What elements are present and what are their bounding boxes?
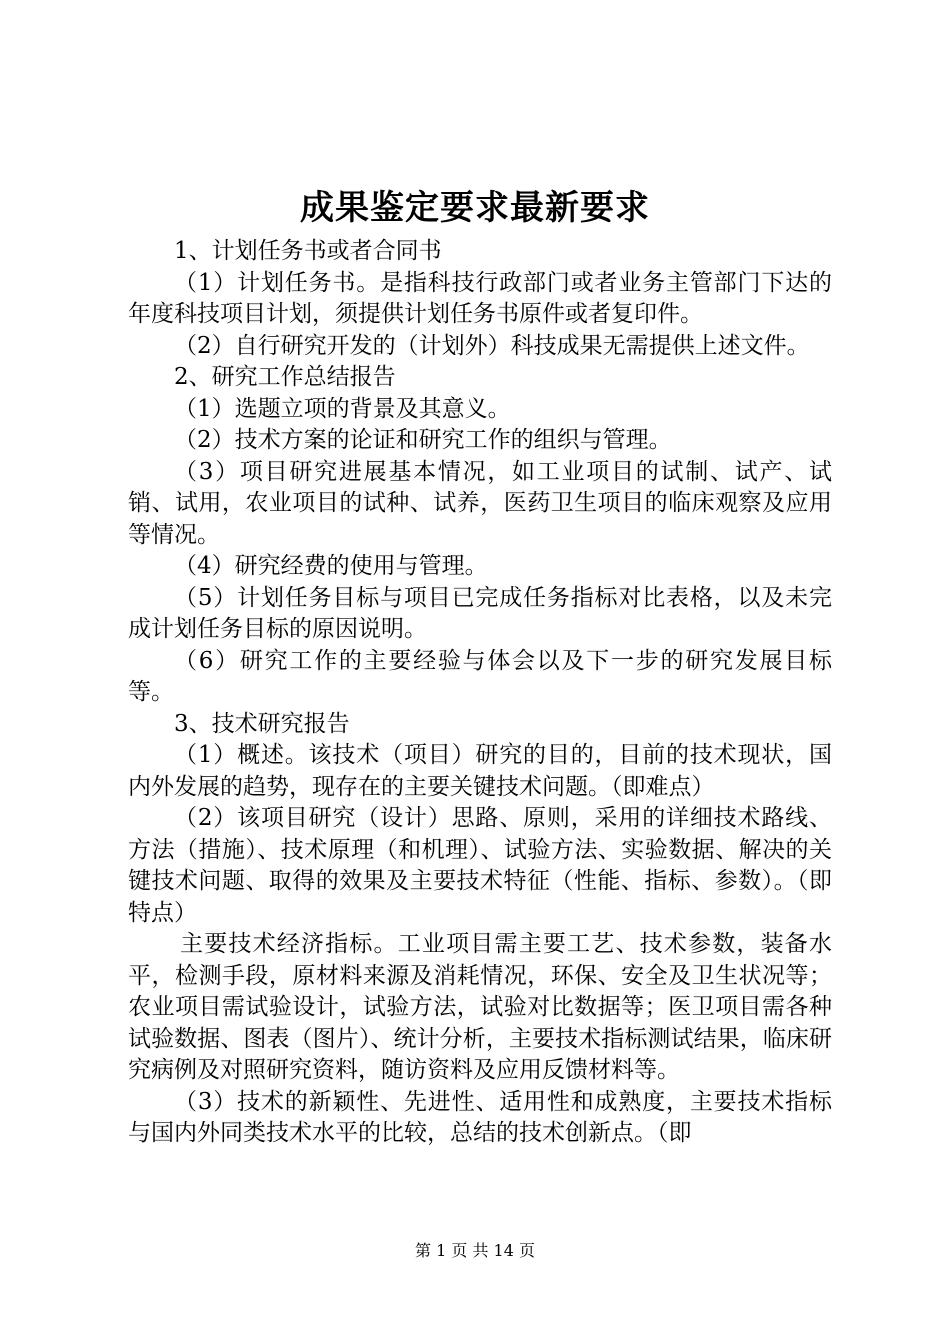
paragraph-2-3: （3）项目研究进展基本情况，如工业项目的试制、试产、试销、试用，农业项目的试种、试养，医药卫生项目的临床观察及应用等情况。 [128,458,832,548]
paragraph-3-indicators: 主要技术经济指标。工业项目需主要工艺、技术参数，装备水平，检测手段，原材料来源及消耗情况，环保、安全及卫生状况等；农业项目需试验设计，试验方法，试验对比数据等；医卫项目需各种试验数据、图表（图片）、统计分析，主要技术指标测试结果，临床研究病例及对照研究资料，随访资料及应用反馈材料等。 [128,931,832,1083]
section-heading-1: 1、计划任务书或者合同书 [174,238,442,264]
paragraph-3-3: （3）技术的新颖性、先进性、适用性和成熟度，主要技术指标与国内外同类技术水平的比较，总结的技术创新点。（即 [128,1088,832,1146]
paragraph-2-4: （4）研究经费的使用与管理。 [174,553,488,579]
page-footer: 第 1 页 共 14 页 [415,1241,535,1260]
paragraph-1-2: （2）自行研究开发的（计划外）科技成果无需提供上述文件。 [174,332,810,359]
document-title: 成果鉴定要求最新要求 [300,188,650,228]
document-body [128,236,832,1150]
paragraph-2-6: （6）研究工作的主要经验与体会以及下一步的研究发展目标等。 [128,647,832,705]
paragraph-2-5: （5）计划任务目标与项目已完成任务指标对比表格，以及未完成计划任务目标的原因说明。 [128,584,832,642]
paragraph-3-2: （2）该项目研究（设计）思路、原则，采用的详细技术路线、方法（措施）、技术原理（和机理）、试验方法、实验数据、解决的关键技术问题、取得的效果及主要技术特征（性能、指标、参数）。（即特点） [128,805,832,926]
paragraph-2-2: （2）技术方案的论证和研究工作的组织与管理。 [174,427,672,453]
paragraph-1-1: （1）计划任务书。是指科技行政部门或者业务主管部门下达的年度科技项目计划，须提供计划任务书原件或者复印件。 [128,269,832,327]
section-heading-2: 2、研究工作总结报告 [174,364,396,390]
paragraph-2-1: （1）选题立项的背景及其意义。 [174,395,511,422]
section-heading-3: 3、技术研究报告 [174,710,350,737]
paragraph-3-1: （1）概述。该技术（项目）研究的目的，目前的技术现状，国内外发展的趋势，现存在的主要关键技术问题。（即难点） [128,742,832,800]
